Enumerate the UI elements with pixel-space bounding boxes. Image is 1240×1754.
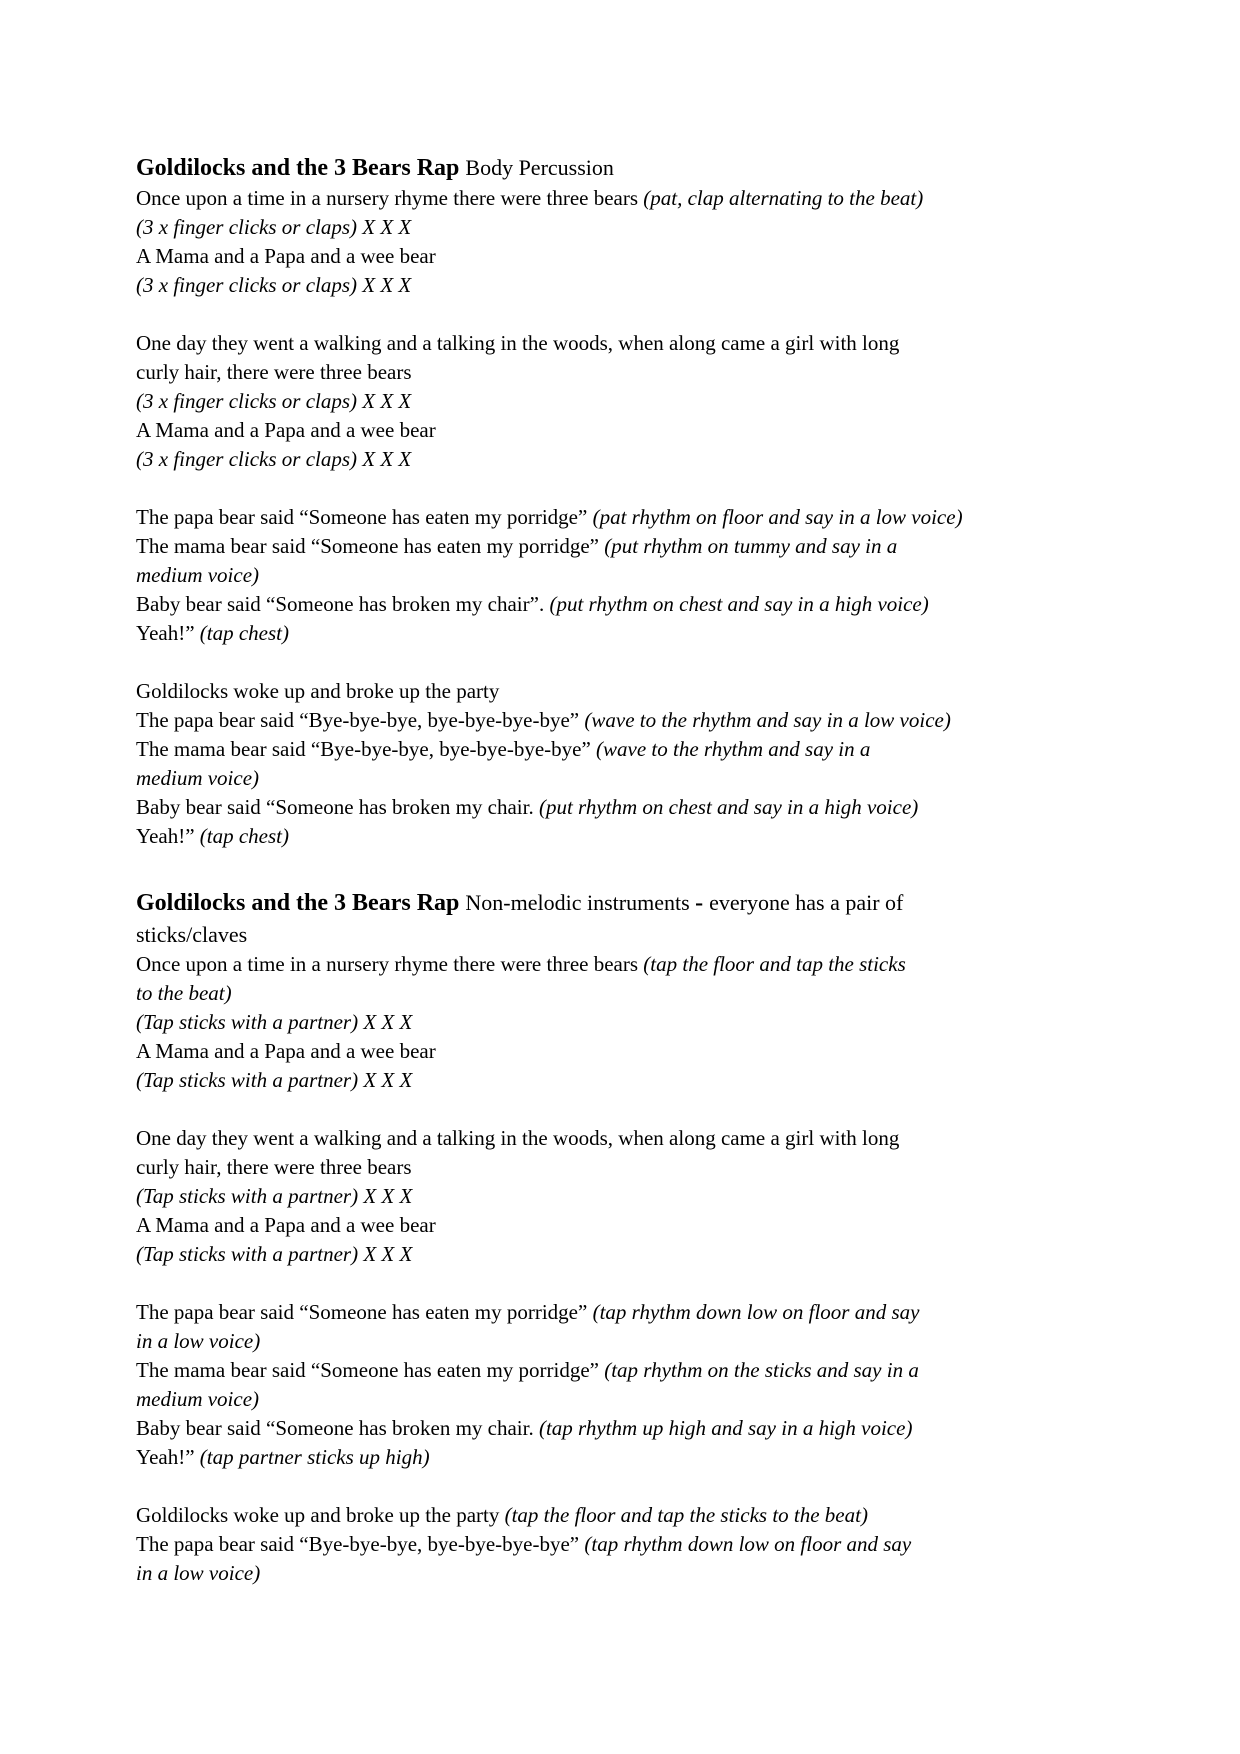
performance-instruction: (tap chest) [199, 621, 290, 645]
performance-instruction: (Tap sticks with a partner) X X X [136, 1242, 413, 1266]
performance-instruction: to the beat) [136, 981, 232, 1005]
lyric-text: Yeah!” [136, 621, 200, 645]
lyric-text: curly hair, there were three bears [136, 360, 412, 384]
lyric-line [136, 1298, 1040, 1356]
lyric-line [136, 213, 1040, 242]
lyric-line [136, 1211, 1040, 1240]
stanza-spacer [136, 474, 1040, 503]
lyric-line [136, 1414, 1040, 1443]
performance-instruction: (Tap sticks with a partner) X X X [136, 1010, 413, 1034]
lyric-line [136, 445, 1040, 474]
performance-instruction: (tap rhythm down low on floor and say [584, 1532, 912, 1556]
performance-instruction: (tap rhythm up high and say in a high voice) [538, 1416, 913, 1440]
performance-instruction: (tap the floor and tap the sticks [643, 952, 906, 976]
lyric-line [136, 1182, 1040, 1211]
section-heading [136, 887, 1040, 950]
lyric-line [136, 822, 1040, 851]
performance-instruction: (3 x finger clicks or claps) X X X [136, 215, 412, 239]
lyric-text: Goldilocks and the 3 Bears Rap [136, 155, 466, 181]
performance-instruction: (wave to the rhythm and say in a low voice) [584, 708, 951, 732]
lyric-line [136, 950, 1040, 1008]
performance-instruction: (3 x finger clicks or claps) X X X [136, 389, 412, 413]
performance-instruction: (3 x finger clicks or claps) X X X [136, 447, 412, 471]
lyric-text: Yeah!” [136, 824, 200, 848]
performance-instruction: (3 x finger clicks or claps) X X X [136, 273, 412, 297]
lyric-line [136, 619, 1040, 648]
performance-instruction: medium voice) [136, 766, 260, 790]
lyric-text: Goldilocks woke up and broke up the party [136, 679, 500, 703]
performance-instruction: in a low voice) [136, 1561, 261, 1585]
lyric-line [136, 503, 1040, 532]
performance-instruction: (tap rhythm down low on floor and say [592, 1300, 920, 1324]
lyric-line [136, 532, 1040, 590]
lyric-text: The papa bear said “Someone has eaten my porridge” [136, 1300, 593, 1324]
lyric-line [136, 1008, 1040, 1037]
lyric-line [136, 1530, 1040, 1588]
lyric-line [136, 1501, 1040, 1530]
lyric-line [136, 329, 1040, 387]
lyric-text: Goldilocks and the 3 Bears Rap [136, 890, 466, 916]
stanza-spacer [136, 851, 1040, 887]
stanza-spacer [136, 1269, 1040, 1298]
performance-instruction: (tap chest) [199, 824, 290, 848]
performance-instruction: (Tap sticks with a partner) X X X [136, 1184, 413, 1208]
lyric-line [136, 1443, 1040, 1472]
lyric-text: curly hair, there were three bears [136, 1155, 412, 1179]
lyric-text: - [695, 890, 710, 916]
performance-instruction: (tap partner sticks up high) [199, 1445, 430, 1469]
lyric-text: everyone has a pair of [709, 890, 904, 915]
lyric-text: The mama bear said “Bye-bye-bye, bye-bye-bye-bye” [136, 737, 597, 761]
lyric-line [136, 706, 1040, 735]
lyric-line [136, 793, 1040, 822]
lyric-text: A Mama and a Papa and a wee bear [136, 1039, 436, 1063]
performance-instruction: (pat rhythm on floor and say in a low voice) [592, 505, 963, 529]
lyric-text: Yeah!” [136, 1445, 200, 1469]
section-heading [136, 152, 1040, 184]
lyric-text: One day they went a walking and a talking in the woods, when along came a girl with long [136, 331, 900, 355]
lyric-line [136, 677, 1040, 706]
performance-instruction: medium voice) [136, 1387, 260, 1411]
lyric-line [136, 416, 1040, 445]
performance-instruction: (put rhythm on tummy and say in a [604, 534, 898, 558]
lyric-text: The mama bear said “Someone has eaten my porridge” [136, 1358, 605, 1382]
lyric-line [136, 184, 1040, 213]
lyric-line [136, 1356, 1040, 1414]
lyric-line [136, 1066, 1040, 1095]
lyric-text: A Mama and a Papa and a wee bear [136, 418, 436, 442]
performance-instruction: (put rhythm on chest and say in a high voice) [549, 592, 929, 616]
stanza-spacer [136, 648, 1040, 677]
lyric-line [136, 1124, 1040, 1182]
performance-instruction: (tap rhythm on the sticks and say in a [604, 1358, 919, 1382]
lyric-text: sticks/claves [136, 922, 248, 947]
lyric-text: A Mama and a Papa and a wee bear [136, 1213, 436, 1237]
lyric-text: Body Percussion [465, 155, 614, 180]
performance-instruction: (wave to the rhythm and say in a [596, 737, 871, 761]
lyric-text: Once upon a time in a nursery rhyme there were three bears [136, 186, 644, 210]
lyric-line [136, 1037, 1040, 1066]
lyric-text: One day they went a walking and a talking in the woods, when along came a girl with long [136, 1126, 900, 1150]
lyric-text: Baby bear said “Someone has broken my chair”. [136, 592, 550, 616]
performance-instruction: (pat, clap alternating to the beat) [643, 186, 924, 210]
lyric-line [136, 590, 1040, 619]
lyric-line [136, 242, 1040, 271]
stanza-spacer [136, 1472, 1040, 1501]
lyric-text: A Mama and a Papa and a wee bear [136, 244, 436, 268]
performance-instruction: (tap the floor and tap the sticks to the beat) [504, 1503, 868, 1527]
performance-instruction: medium voice) [136, 563, 260, 587]
lyric-text: The mama bear said “Someone has eaten my porridge” [136, 534, 605, 558]
lyric-text: The papa bear said “Someone has eaten my porridge” [136, 505, 593, 529]
lyric-text: Goldilocks woke up and broke up the party [136, 1503, 505, 1527]
lyric-line [136, 387, 1040, 416]
performance-instruction: in a low voice) [136, 1329, 261, 1353]
lyric-text: Once upon a time in a nursery rhyme there were three bears [136, 952, 644, 976]
lyric-line [136, 1240, 1040, 1269]
stanza-spacer [136, 1095, 1040, 1124]
lyric-text: The papa bear said “Bye-bye-bye, bye-bye-bye-bye” [136, 1532, 585, 1556]
document-content [136, 152, 1040, 1588]
lyric-line [136, 271, 1040, 300]
lyric-text: Baby bear said “Someone has broken my chair. [136, 1416, 539, 1440]
stanza-spacer [136, 300, 1040, 329]
lyric-line [136, 735, 1040, 793]
lyric-text: Non-melodic instruments [465, 890, 696, 915]
performance-instruction: (Tap sticks with a partner) X X X [136, 1068, 413, 1092]
lyric-text: Baby bear said “Someone has broken my chair. [136, 795, 539, 819]
performance-instruction: (put rhythm on chest and say in a high voice) [538, 795, 919, 819]
lyric-text: The papa bear said “Bye-bye-bye, bye-bye-bye-bye” [136, 708, 585, 732]
